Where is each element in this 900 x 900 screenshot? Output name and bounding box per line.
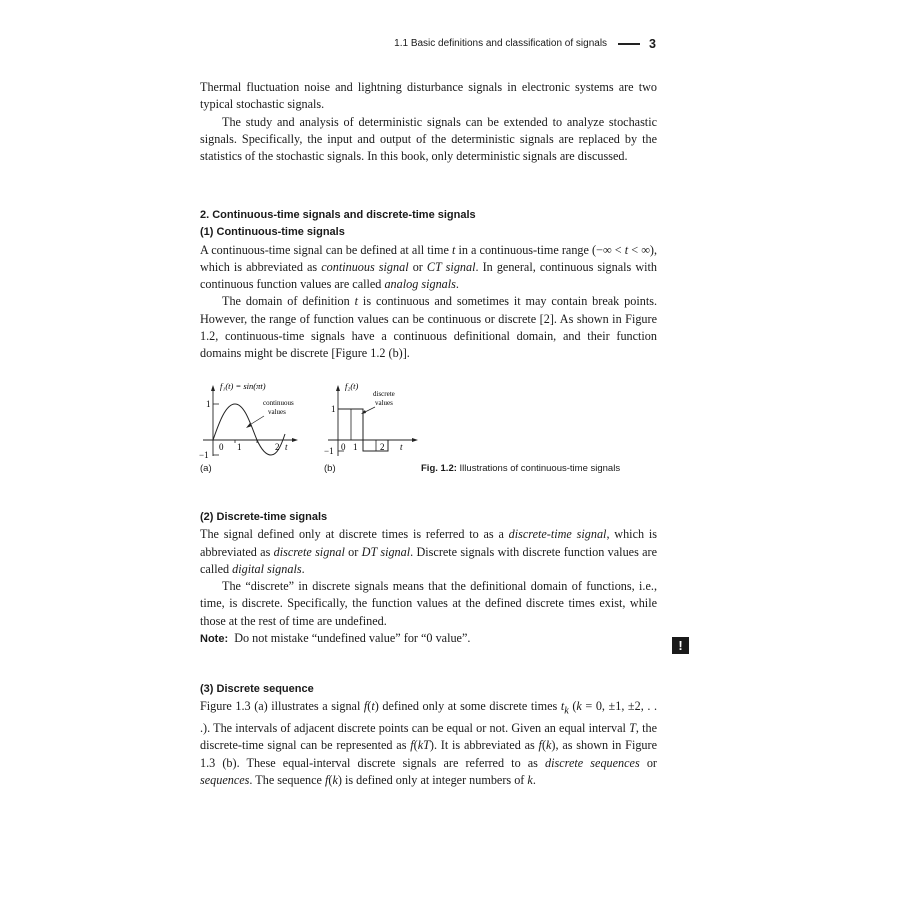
intro-paragraph-2: The study and analysis of deterministic signals can be extended to analyze stochastic signals. Specifically, the input and output of the deterministic signals are replaced by the statistics of the stochastic signals. In this book, only deterministic signals are discussed. xyxy=(200,114,657,164)
subsection-heading-continuous: (1) Continuous-time signals xyxy=(200,226,345,239)
figure-b-x-arrow xyxy=(412,438,418,442)
figure-a-x-axis-label: t xyxy=(285,442,288,452)
figure-b-x-label-1: 1 xyxy=(353,442,358,452)
running-head xyxy=(394,37,656,51)
figure-a-label: (a) xyxy=(200,463,212,474)
sequence-paragraph: Figure 1.3 (a) illustrates a signal f(t) defined only at some discrete times $t_k$ (k = 0, ±1, ±2, . . .). The intervals of adjacent discrete points can be equal or not. Given an equal interval T, the discrete-time signal can be represented as f(kT). It is abbreviated as f(k), as shown in Figure 1.3 (b). These equal-interval discrete signals are referred to as discrete sequences or sequences. The sequence f(k) is defined only at integer numbers of k. xyxy=(200,699,658,787)
figure-b-y-label-neg1: −1 xyxy=(324,446,334,456)
section-continuous-discrete xyxy=(200,207,657,363)
figure-a-annotation-1: continuous xyxy=(263,399,294,407)
figure-a-x-label-1: 1 xyxy=(237,442,242,452)
figure-1-2 xyxy=(195,378,435,462)
figure-a-annotation-2: values xyxy=(268,408,286,416)
figure-a-y-label-neg1: −1 xyxy=(199,450,209,460)
section-discrete-time xyxy=(200,509,657,648)
running-head-title: 1.1 Basic definitions and classification of signals xyxy=(394,38,608,49)
figure-caption xyxy=(421,462,620,475)
figure-a-x-arrow xyxy=(292,438,298,442)
figure-b-annotation-2: values xyxy=(375,399,393,407)
intro-block xyxy=(200,79,657,165)
figure-b-label: (b) xyxy=(324,463,336,474)
figure-b-function-label: f₂(t) xyxy=(345,381,359,391)
subsection-heading-discrete-time: (2) Discrete-time signals xyxy=(200,511,328,523)
subsection-heading-sequence: (3) Discrete sequence xyxy=(200,683,314,695)
discrete-paragraph-2: The “discrete” in discrete signals means that the definitional domain of functions, i.e., time, is discrete. Specifically, the function values at the defined discrete times exist, while those at the rest of time are undefined. xyxy=(200,579,657,628)
figure-a-y-label-1: 1 xyxy=(206,399,211,409)
discrete-paragraph-1: The signal defined only at discrete times is referred to as a discrete-time signal, which is abbreviated as discrete signal or DT signal. Discrete signals with discrete function values are called digital signals. xyxy=(200,527,657,576)
figure-b-plot xyxy=(324,381,418,456)
note xyxy=(200,630,657,648)
figure-caption-text: Illustrations of continuous-time signals xyxy=(456,463,621,474)
figure-a-plot xyxy=(199,381,298,462)
figure-b-annotation-1: discrete xyxy=(373,390,395,398)
figure-b-y-arrow xyxy=(336,385,340,391)
figure-b-x-label-2: 2 xyxy=(380,442,385,452)
figure-a-x-label-2: 2 xyxy=(275,442,280,452)
figure-b-x-axis-label: t xyxy=(400,442,403,452)
figure-b-x-label-0: 0 xyxy=(341,442,346,452)
section-discrete-sequence xyxy=(200,681,657,789)
continuous-paragraph-2: The domain of definition t is continuous and sometimes it may contain break points. However, the range of function values can be continuous or discrete [2]. As shown in Figure 1.2, continuous-time signals have a continuous definitional domain, and their function domains might be discrete [Figure 1.2 (b)]. xyxy=(200,294,657,361)
continuous-paragraph-1: A continuous-time signal can be defined at all time t in a continuous-time range (−∞ < t < ∞), which is abbreviated as continuous signal or CT signal. In general, continuous signals with continuous function values are called analog signals. xyxy=(200,242,657,292)
running-head-rule xyxy=(618,43,640,45)
section-heading: 2. Continuous-time signals and discrete-time signals xyxy=(200,209,476,221)
note-label: Note: xyxy=(200,633,229,646)
figure-caption-label: Fig. 1.2: xyxy=(421,463,457,474)
figure-a-x-label-0: 0 xyxy=(219,442,224,452)
figure-a-function-label: f₁(t) = sin(πt) xyxy=(220,381,266,391)
page-number: 3 xyxy=(649,37,656,51)
note-text: Do not mistake “undefined value” for “0 value”. xyxy=(228,631,471,646)
figure-b-y-label-1: 1 xyxy=(331,404,336,414)
figure-a-y-arrow xyxy=(211,385,215,391)
intro-paragraph-1: Thermal fluctuation noise and lightning disturbance signals in electronic systems are two typical stochastic signals. xyxy=(200,80,657,112)
note-exclamation-icon: ! xyxy=(672,637,689,654)
